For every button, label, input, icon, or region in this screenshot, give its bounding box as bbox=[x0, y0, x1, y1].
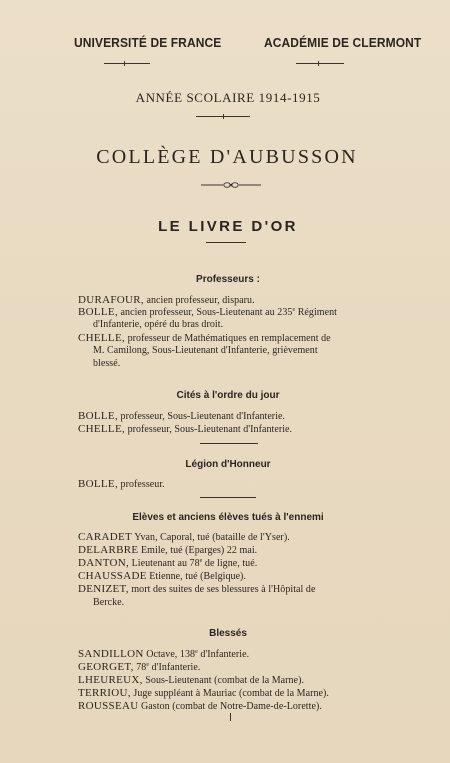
list-item: DURAFOUR, ancien professeur, disparu. bbox=[78, 294, 255, 306]
list-item: BOLLE, professeur. bbox=[78, 478, 165, 490]
ornament-divider bbox=[201, 181, 261, 189]
section-title-eleves: Elèves et anciens élèves tués à l'ennemi bbox=[132, 512, 324, 523]
list-item: TERRIOU, Juge suppléant à Mauriac (combat de la Marne). bbox=[78, 687, 329, 699]
divider bbox=[296, 63, 344, 64]
list-item: LHEUREUX, Sous-Lieutenant (combat de la Marne). bbox=[78, 674, 305, 686]
school-year: ANNÉE SCOLAIRE 1914-1915 bbox=[135, 90, 321, 105]
list-item: DENIZET, mort des suites de ses blessures à l'Hôpital de bbox=[78, 583, 316, 595]
divider-tick bbox=[124, 61, 125, 66]
list-item-continuation: M. Camilong, Sous-Lieutenant d'Infanterie, grièvement bbox=[93, 345, 318, 356]
list-item-continuation: Bercke. bbox=[93, 597, 125, 608]
section-title-blesses: Blessés bbox=[209, 628, 247, 639]
list-item: CHELLE, professeur de Mathématiques en remplacement de bbox=[78, 332, 331, 344]
section-title-professeurs: Professeurs : bbox=[196, 274, 260, 285]
list-item: DELARBRE Emile, tué (Eparges) 22 mai. bbox=[78, 544, 258, 556]
book-title: LE LIVRE D'OR bbox=[158, 218, 298, 235]
list-item: BOLLE, professeur, Sous-Lieutenant d'Infanterie. bbox=[78, 410, 286, 422]
list-item: CARADET Yvan, Caporal, tué (bataille de l'Yser). bbox=[78, 531, 290, 543]
list-item: ROUSSEAU Gaston (combat de Notre-Dame-de-Lorette). bbox=[78, 700, 322, 712]
divider bbox=[104, 63, 150, 64]
list-item: CHAUSSADE Etienne, tué (Belgique). bbox=[78, 570, 246, 582]
section-title-legion: Légion d'Honneur bbox=[185, 459, 271, 470]
list-item: GEORGET, 78e d'Infanterie. bbox=[78, 661, 201, 673]
list-item: BOLLE, ancien professeur, Sous-Lieutenant au 235e Régiment bbox=[78, 306, 337, 318]
divider-mark bbox=[230, 713, 231, 721]
divider bbox=[200, 497, 256, 498]
academy-header: ACADÉMIE DE CLERMONT bbox=[264, 35, 422, 51]
divider-tick bbox=[223, 114, 224, 119]
list-item-continuation: d'Infanterie, opéré du bras droit. bbox=[93, 319, 224, 330]
list-item: CHELLE, professeur, Sous-Lieutenant d'Infanterie. bbox=[78, 423, 293, 435]
divider bbox=[200, 443, 258, 444]
divider-tick bbox=[318, 61, 319, 66]
list-item-continuation: blessé. bbox=[93, 358, 121, 369]
list-item: SANDILLON Octave, 138e d'Infanterie. bbox=[78, 648, 250, 660]
section-title-cites: Cités à l'ordre du jour bbox=[176, 390, 280, 401]
divider bbox=[206, 242, 246, 243]
college-title: COLLÈGE D'AUBUSSON bbox=[96, 146, 358, 168]
list-item: DANTON, Lieutenant au 78e de ligne, tué. bbox=[78, 557, 258, 569]
university-header: UNIVERSITÉ DE FRANCE bbox=[74, 35, 222, 51]
